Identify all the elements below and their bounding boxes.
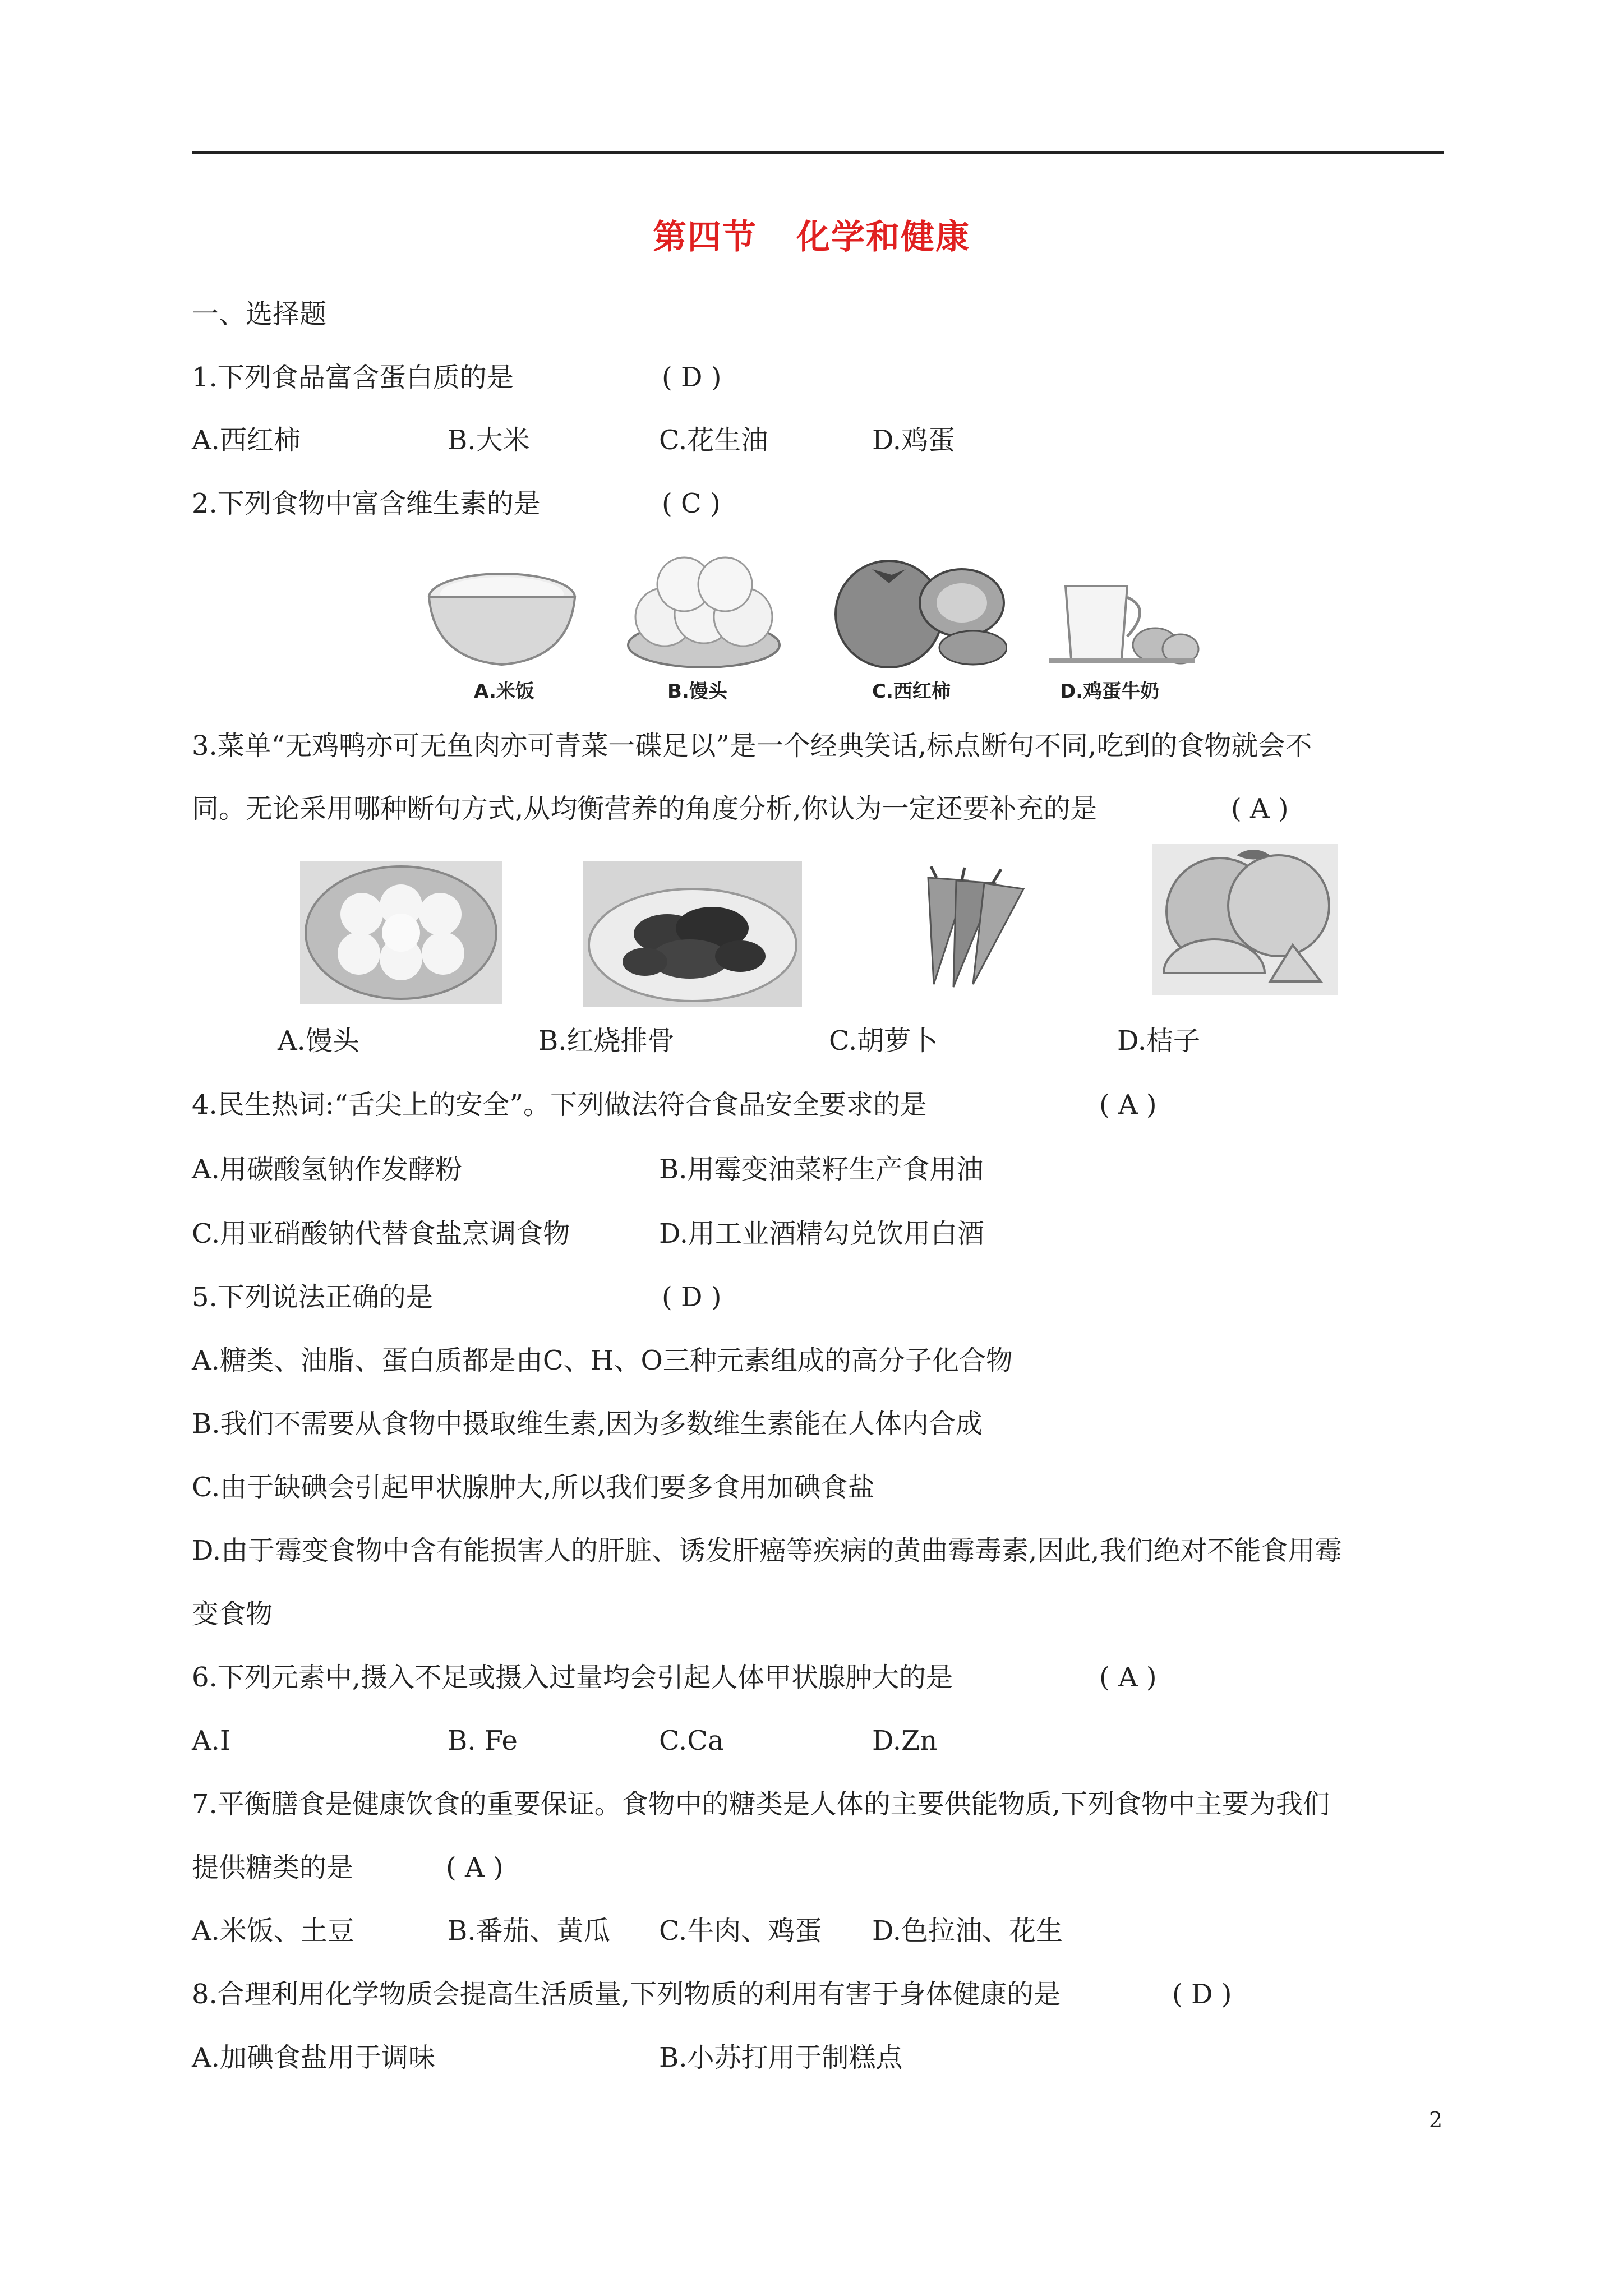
q3-option-d: D.桔子 <box>1117 1025 1201 1057</box>
section-heading: 一、选择题 <box>192 298 327 330</box>
question-8-answer: ( D ) <box>1172 1979 1232 2010</box>
question-5-stem: 5.下列说法正确的是 <box>192 1281 433 1313</box>
question-3-line-2: 同。无论采用哪种断句方式,从均衡营养的角度分析,你认为一定还要补充的是 <box>192 793 1098 824</box>
q5-option-a: A.糖类、油脂、蛋白质都是由C、H、O三种元素组成的高分子化合物 <box>192 1345 1013 1376</box>
header-rule <box>192 151 1444 154</box>
q7-option-a: A.米饭、土豆 <box>192 1915 354 1947</box>
question-6-answer: ( A ) <box>1099 1662 1157 1693</box>
q7-option-d: D.色拉油、花生 <box>872 1915 1063 1947</box>
question-7-answer: ( A ) <box>446 1852 504 1883</box>
carrots-image <box>895 866 1040 995</box>
steamed-buns-image <box>625 550 782 670</box>
q5-option-d-line-1: D.由于霉变食物中含有能损害人的肝脏、诱发肝癌等疾病的黄曲霉毒素,因此,我们绝对不能食用霉 <box>192 1535 1342 1566</box>
page-number: 2 <box>1429 2108 1443 2132</box>
oranges-image <box>1152 844 1338 995</box>
q6-option-d: D.Zn <box>872 1725 938 1756</box>
q4-option-a: A.用碳酸氢钠作发酵粉 <box>192 1154 462 1185</box>
question-7-line-1: 7.平衡膳食是健康饮食的重要保证。食物中的糖类是人体的主要供能物质,下列食物中主要为我们 <box>192 1788 1330 1820</box>
page-title <box>0 210 1623 259</box>
section-name: 化学和健康 <box>796 218 970 257</box>
rice-bowl-image <box>423 552 580 670</box>
tomato-image <box>827 552 1007 670</box>
q2-caption-d: D.鸡蛋牛奶 <box>1060 680 1160 703</box>
question-7-line-2: 提供糖类的是 <box>192 1852 354 1883</box>
question-4-stem: 4.民生热词:“舌尖上的安全”。下列做法符合食品安全要求的是 <box>192 1089 928 1121</box>
eggs-milk-image <box>1043 552 1200 670</box>
question-8-stem: 8.合理利用化学物质会提高生活质量,下列物质的利用有害于身体健康的是 <box>192 1979 1061 2010</box>
q1-option-d: D.鸡蛋 <box>872 425 956 456</box>
buns-steamer-image <box>300 861 502 1004</box>
braised-ribs-image <box>583 861 802 1007</box>
q3-option-a: A.馒头 <box>278 1025 359 1057</box>
q4-option-d: D.用工业酒精勾兑饮用白酒 <box>659 1218 985 1250</box>
question-1-answer: ( D ) <box>662 362 722 393</box>
question-2-answer: ( C ) <box>662 488 721 519</box>
q1-option-b: B.大米 <box>448 425 530 456</box>
q2-caption-c: C.西红柿 <box>872 680 951 703</box>
question-1-stem: 1.下列食品富含蛋白质的是 <box>192 362 514 393</box>
question-3-answer: ( A ) <box>1231 793 1289 824</box>
q6-option-c: C.Ca <box>659 1725 724 1756</box>
q7-option-b: B.番茄、黄瓜 <box>448 1915 611 1947</box>
question-5-answer: ( D ) <box>662 1281 722 1313</box>
question-6-stem: 6.下列元素中,摄入不足或摄入过量均会引起人体甲状腺肿大的是 <box>192 1662 953 1693</box>
question-3-line-1: 3.菜单“无鸡鸭亦可无鱼肉亦可青菜一碟足以”是一个经典笑话,标点断句不同,吃到的食物就会不 <box>192 730 1312 762</box>
q3-option-b: B.红烧排骨 <box>538 1025 675 1057</box>
q1-option-a: A.西红柿 <box>192 425 301 456</box>
q6-option-a: A.I <box>192 1725 230 1756</box>
q5-option-d-line-2: 变食物 <box>192 1598 273 1630</box>
q5-option-c: C.由于缺碘会引起甲状腺肿大,所以我们要多食用加碘食盐 <box>192 1472 875 1503</box>
question-2-stem: 2.下列食物中富含维生素的是 <box>192 488 541 519</box>
q7-option-c: C.牛肉、鸡蛋 <box>659 1915 822 1947</box>
q3-option-c: C.胡萝卜 <box>829 1025 938 1057</box>
q1-option-c: C.花生油 <box>659 425 768 456</box>
q2-caption-b: B.馒头 <box>667 680 727 703</box>
question-4-answer: ( A ) <box>1099 1089 1157 1121</box>
q2-caption-a: A.米饭 <box>474 680 534 703</box>
q6-option-b: B. Fe <box>448 1725 518 1756</box>
q5-option-b: B.我们不需要从食物中摄取维生素,因为多数维生素能在人体内合成 <box>192 1408 983 1440</box>
q4-option-b: B.用霉变油菜籽生产食用油 <box>659 1154 984 1185</box>
q8-option-a: A.加碘食盐用于调味 <box>192 2042 435 2073</box>
q8-option-b: B.小苏打用于制糕点 <box>659 2042 903 2073</box>
section-number: 第四节 <box>653 218 757 257</box>
q4-option-c: C.用亚硝酸钠代替食盐烹调食物 <box>192 1218 570 1250</box>
